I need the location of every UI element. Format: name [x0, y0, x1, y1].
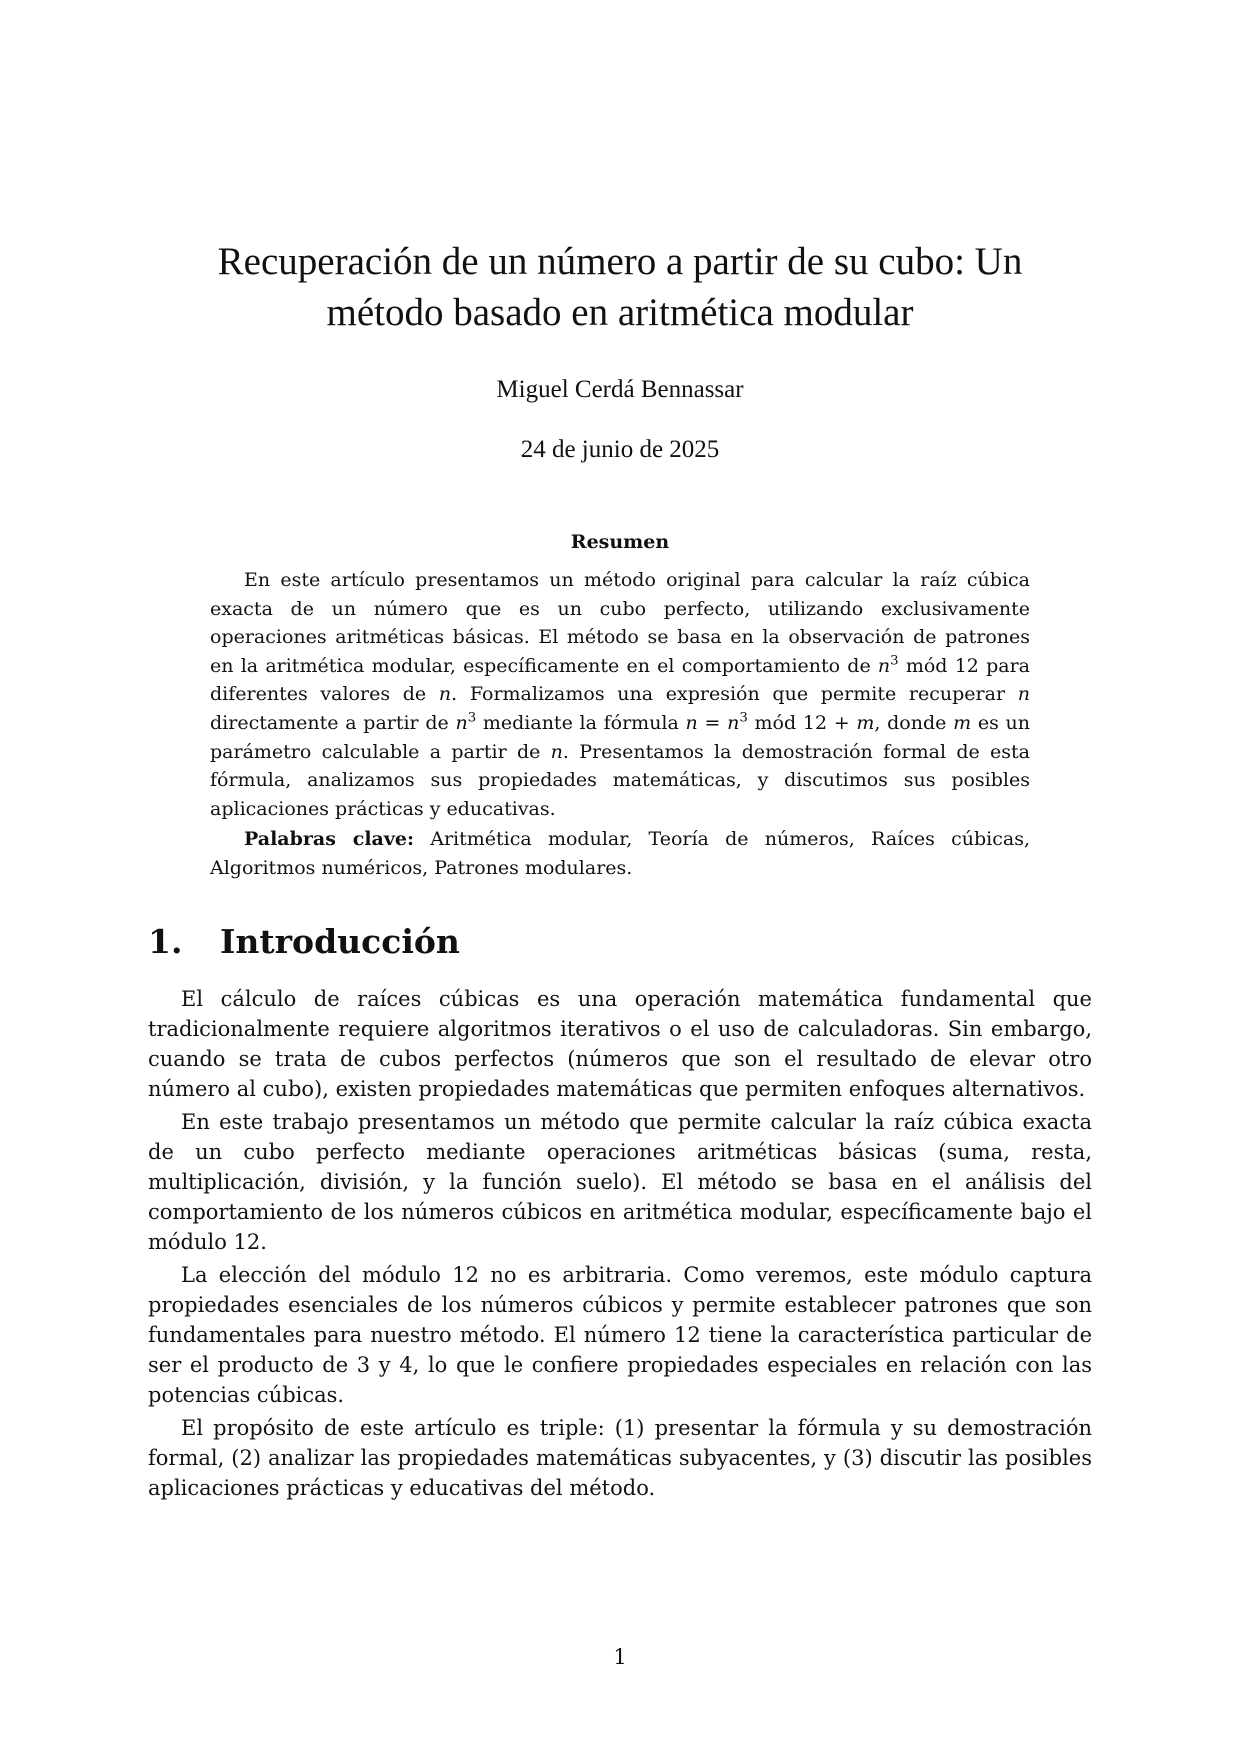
paragraph-3: La elección del módulo 12 no es arbitraria. Como veremos, este módulo captura propiedades esenciales de los números cúbicos y permite establecer patrones que son fundamentales para nuestro método. El número 12 tiene la característica particular de ser el producto de 3 y 4, lo que le confiere propiedades especiales en relación con las potencias cúbicas.	[148, 1263, 1092, 1407]
section-heading	[148, 922, 1108, 962]
paragraph-4: El propósito de este artículo es triple: (1) presentar la fórmula y su demostración formal, (2) analizar las propiedades matemáticas subyacentes, y (3) discutir las posibles aplicaciones prácticas y educativas del método.	[148, 1416, 1092, 1500]
abstract	[210, 566, 1030, 883]
abstract-heading: Resumen	[570, 531, 670, 553]
section-title: Introducción	[220, 922, 460, 961]
author-name: Miguel Cerdá Bennassar	[496, 376, 744, 403]
paragraph-2: En este trabajo presentamos un método que permite calcular la raíz cúbica exacta de un cubo perfecto mediante operaciones aritméticas básicas (suma, resta, multiplicación, división, y la función suelo). El método se basa en el análisis del comportamiento de los números cúbicos en aritmética modular, específicamente bajo el módulo 12.	[148, 1110, 1092, 1254]
paragraph-1: El cálculo de raíces cúbicas es una operación matemática fundamental que tradicionalmente requiere algoritmos iterativos o el uso de calculadoras. Sin embargo, cuando se trata de cubos perfectos (números que son el resultado de elevar otro número al cubo), existen propiedades matemáticas que permiten enfoques alternativos.	[148, 987, 1092, 1101]
title-line-2: método basado en aritmética modular	[326, 291, 914, 334]
paper-title	[140, 236, 1100, 338]
abstract-paragraph: En este artículo presentamos un método original para calcular la raíz cúbica exacta de un número que es un cubo perfecto, utilizando exclusivamente operaciones aritméticas básicas. El método se basa en la observación de patrones en la aritmética modular, específicamente en el comportamiento de $n^3$ mód 12 para diferentes valores de n. Formalizamos una expresión que permite recuperar n directamente a partir de $n^3$ mediante la fórmula $n = n^3$ mód 12 + m, donde m es un parámetro calculable a partir de n. Presentamos la demostración formal de esta fórmula, analizamos sus propiedades matemáticas, y discutimos sus posibles aplicaciones prácticas y educativas.	[210, 569, 1030, 820]
section-number: 1.	[148, 922, 183, 961]
title-line-1: Recuperación de un número a partir de su cubo: Un	[217, 240, 1023, 283]
keywords-list: Aritmética modular, Teoría de números, Raíces cúbicas, Algoritmos numéricos, Patrones modulares.	[210, 828, 1030, 879]
publication-date: 24 de junio de 2025	[520, 436, 720, 463]
formula: $n = n^3$ mód 12 + m	[685, 710, 875, 734]
keywords-label: Palabras clave:	[244, 828, 414, 851]
page-number: 1	[613, 1645, 627, 1669]
section-body	[148, 984, 1092, 1506]
keywords	[210, 825, 1030, 882]
